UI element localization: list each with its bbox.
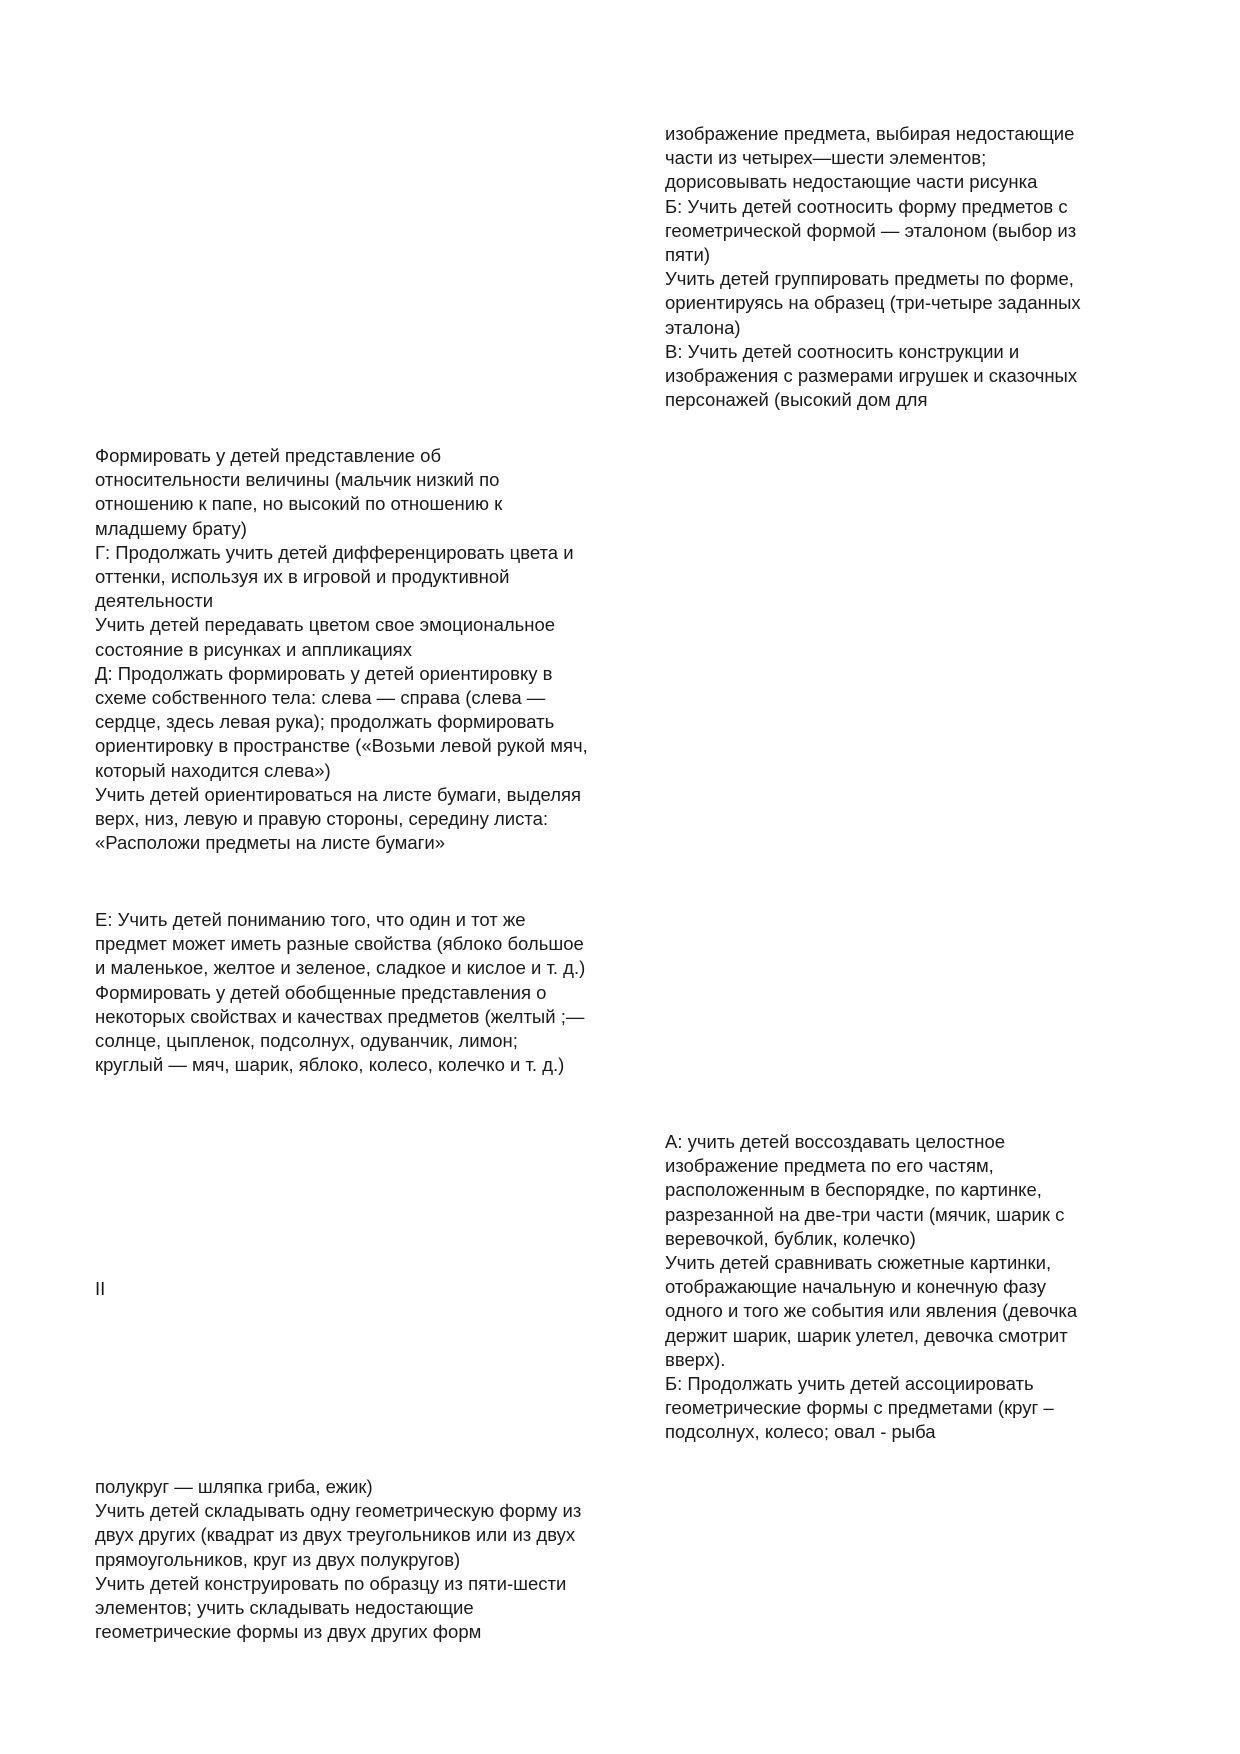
- text-line: прямоугольников, круг из двух полукругов): [95, 1548, 461, 1570]
- text-line: деятельности: [95, 590, 214, 612]
- text-line: Б: Продолжать учить детей ассоциировать: [665, 1373, 1034, 1395]
- text-line: некоторых свойствах и качествах предметов (желтый ;—: [95, 1005, 585, 1027]
- text-line: геометрические формы из двух других форм: [95, 1621, 482, 1643]
- text-line: предмет может иметь разные свойства (яблоко большое: [95, 933, 584, 955]
- text-line: разрезанной на две-три части (мячик, шарик с: [665, 1203, 1065, 1225]
- text-line: одного и того же события или явления (девочка: [665, 1300, 1078, 1322]
- text-line: Б: Учить детей соотносить форму предметов с: [665, 195, 1068, 217]
- text-line: круглый — мяч, шарик, яблоко, колесо, колечко и т. д.): [95, 1054, 565, 1076]
- text-line: Д: Продолжать формировать у детей ориентировку в: [95, 662, 553, 684]
- text-line: изображение предмета, выбирая недостающие: [665, 123, 1075, 144]
- text-line: Учить детей передавать цветом свое эмоциональное: [95, 614, 556, 636]
- text-line: Учить детей группировать предметы по форме,: [665, 268, 1074, 290]
- text-line: геометрические формы с предметами (круг –: [665, 1397, 1054, 1419]
- text-line: Учить детей складывать одну геометрическую форму из: [95, 1500, 582, 1522]
- text-line: который находится слева»): [95, 759, 331, 781]
- text-line: дорисовывать недостающие части рисунка: [665, 171, 1038, 193]
- text-line: расположенным в беспорядке, по картинке,: [665, 1179, 1042, 1201]
- text-line: схеме собственного тела: слева — справа (слева —: [95, 687, 546, 709]
- text-line: младшему брату): [95, 517, 247, 539]
- text-line: оттенки, используя их в игровой и продуктивной: [95, 566, 510, 588]
- text-line: относительности величины (мальчик низкий по: [95, 469, 500, 491]
- text-line: отношению к папе, но высокий по отношению к: [95, 493, 503, 515]
- text-line: эталона): [665, 316, 741, 338]
- text-line: части из четырех—шести элементов;: [665, 147, 987, 169]
- text-line: Учить детей конструировать по образцу из пяти-шести: [95, 1572, 567, 1594]
- left-column-section-e-text: [95, 908, 585, 1077]
- text-line: изображения с размерами игрушек и сказочных: [665, 365, 1078, 387]
- period-label: II: [95, 1278, 106, 1299]
- right-column-top-text: [665, 122, 1081, 412]
- text-line: пяти): [665, 244, 711, 266]
- right-column-bottom-text: [665, 1130, 1077, 1445]
- left-column-bottom-text: [95, 1475, 581, 1644]
- text-line: подсолнух, колесо; овал - рыба: [665, 1421, 936, 1443]
- text-line: Учить детей ориентироваться на листе бумаги, выделяя: [95, 783, 582, 805]
- text-line: отображающие начальную и конечную фазу: [665, 1276, 1046, 1298]
- text-line: Е: Учить детей пониманию того, что один и тот же: [95, 909, 526, 930]
- text-line: состояние в рисунках и аппликациях: [95, 638, 412, 660]
- text-line: геометрической формой — эталоном (выбор из: [665, 219, 1077, 241]
- text-line: Формировать у детей обобщенные представления о: [95, 981, 547, 1003]
- text-line: ориентируясь на образец (три-четыре заданных: [665, 292, 1081, 314]
- text-line: вверх).: [665, 1348, 726, 1370]
- text-line: ориентировку в пространстве («Возьми левой рукой мяч,: [95, 735, 588, 757]
- text-line: Учить детей сравнивать сюжетные картинки,: [665, 1252, 1052, 1274]
- text-line: В: Учить детей соотносить конструкции и: [665, 340, 1020, 362]
- text-line: полукруг — шляпка гриба, ежик): [95, 1476, 373, 1497]
- text-line: А: учить детей воссоздавать целостное: [665, 1131, 1006, 1152]
- text-line: и маленькое, желтое и зеленое, сладкое и кислое и т. д.): [95, 957, 586, 979]
- text-line: персонажей (высокий дом для: [665, 389, 928, 411]
- text-line: «Расположи предметы на листе бумаги»: [95, 832, 446, 854]
- text-line: верх, низ, левую и правую стороны, середину листа:: [95, 808, 549, 830]
- text-line: держит шарик, шарик улетел, девочка смотрит: [665, 1324, 1068, 1346]
- text-line: элементов; учить складывать недостающие: [95, 1597, 474, 1619]
- text-line: солнце, цыпленок, подсолнух, одуванчик, лимон;: [95, 1030, 518, 1052]
- text-line: сердце, здесь левая рука); продолжать формировать: [95, 711, 555, 733]
- text-line: двух других (квадрат из двух треугольников или из двух: [95, 1524, 576, 1546]
- text-line: веревочкой, бублик, колечко): [665, 1227, 916, 1249]
- left-column-middle-text: [95, 444, 588, 855]
- text-line: изображение предмета по его частям,: [665, 1155, 994, 1177]
- period-marker: [95, 1277, 105, 1301]
- text-line: Формировать у детей представление об: [95, 445, 442, 466]
- text-line: Г: Продолжать учить детей дифференцировать цвета и: [95, 541, 574, 563]
